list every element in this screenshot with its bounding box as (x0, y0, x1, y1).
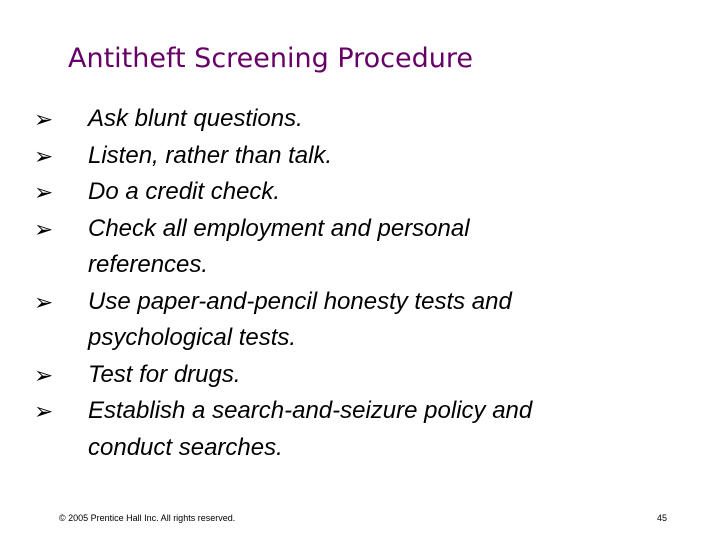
arrowhead-bullet-icon: ➢ (34, 288, 54, 315)
bullet-text: Establish a search-and-seizure policy and conduct searches. (88, 397, 533, 461)
arrowhead-bullet-icon: ➢ (34, 215, 54, 242)
arrowhead-bullet-icon: ➢ (34, 106, 54, 132)
bullet-item (34, 138, 674, 175)
bullet-text: Listen, rather than talk. (88, 141, 333, 169)
arrowhead-bullet-icon: ➢ (34, 179, 54, 205)
bullet-text: Check all employment and personal references. (88, 214, 470, 278)
bullet-text: Ask blunt questions. (88, 105, 303, 132)
bullet-item (34, 284, 674, 357)
bullet-item (34, 101, 674, 138)
footer-copyright: © 2005 Prentice Hall Inc. All rights reserved. (59, 513, 236, 523)
bullet-item (34, 211, 674, 284)
slide-title: Antitheft Screening Procedure (68, 43, 473, 74)
arrowhead-bullet-icon: ➢ (34, 361, 54, 388)
page-number: 45 (656, 513, 667, 523)
bullet-item (34, 393, 674, 466)
bullet-text: Use paper-and-pencil honesty tests and psychological tests. (88, 287, 512, 351)
bullet-text: Test for drugs. (88, 360, 241, 388)
arrowhead-bullet-icon: ➢ (34, 398, 54, 424)
bullet-list (34, 101, 674, 466)
bullet-item (34, 174, 674, 211)
bullet-item (34, 357, 674, 394)
arrowhead-bullet-icon: ➢ (34, 142, 54, 169)
bullet-text: Do a credit check. (88, 178, 281, 205)
